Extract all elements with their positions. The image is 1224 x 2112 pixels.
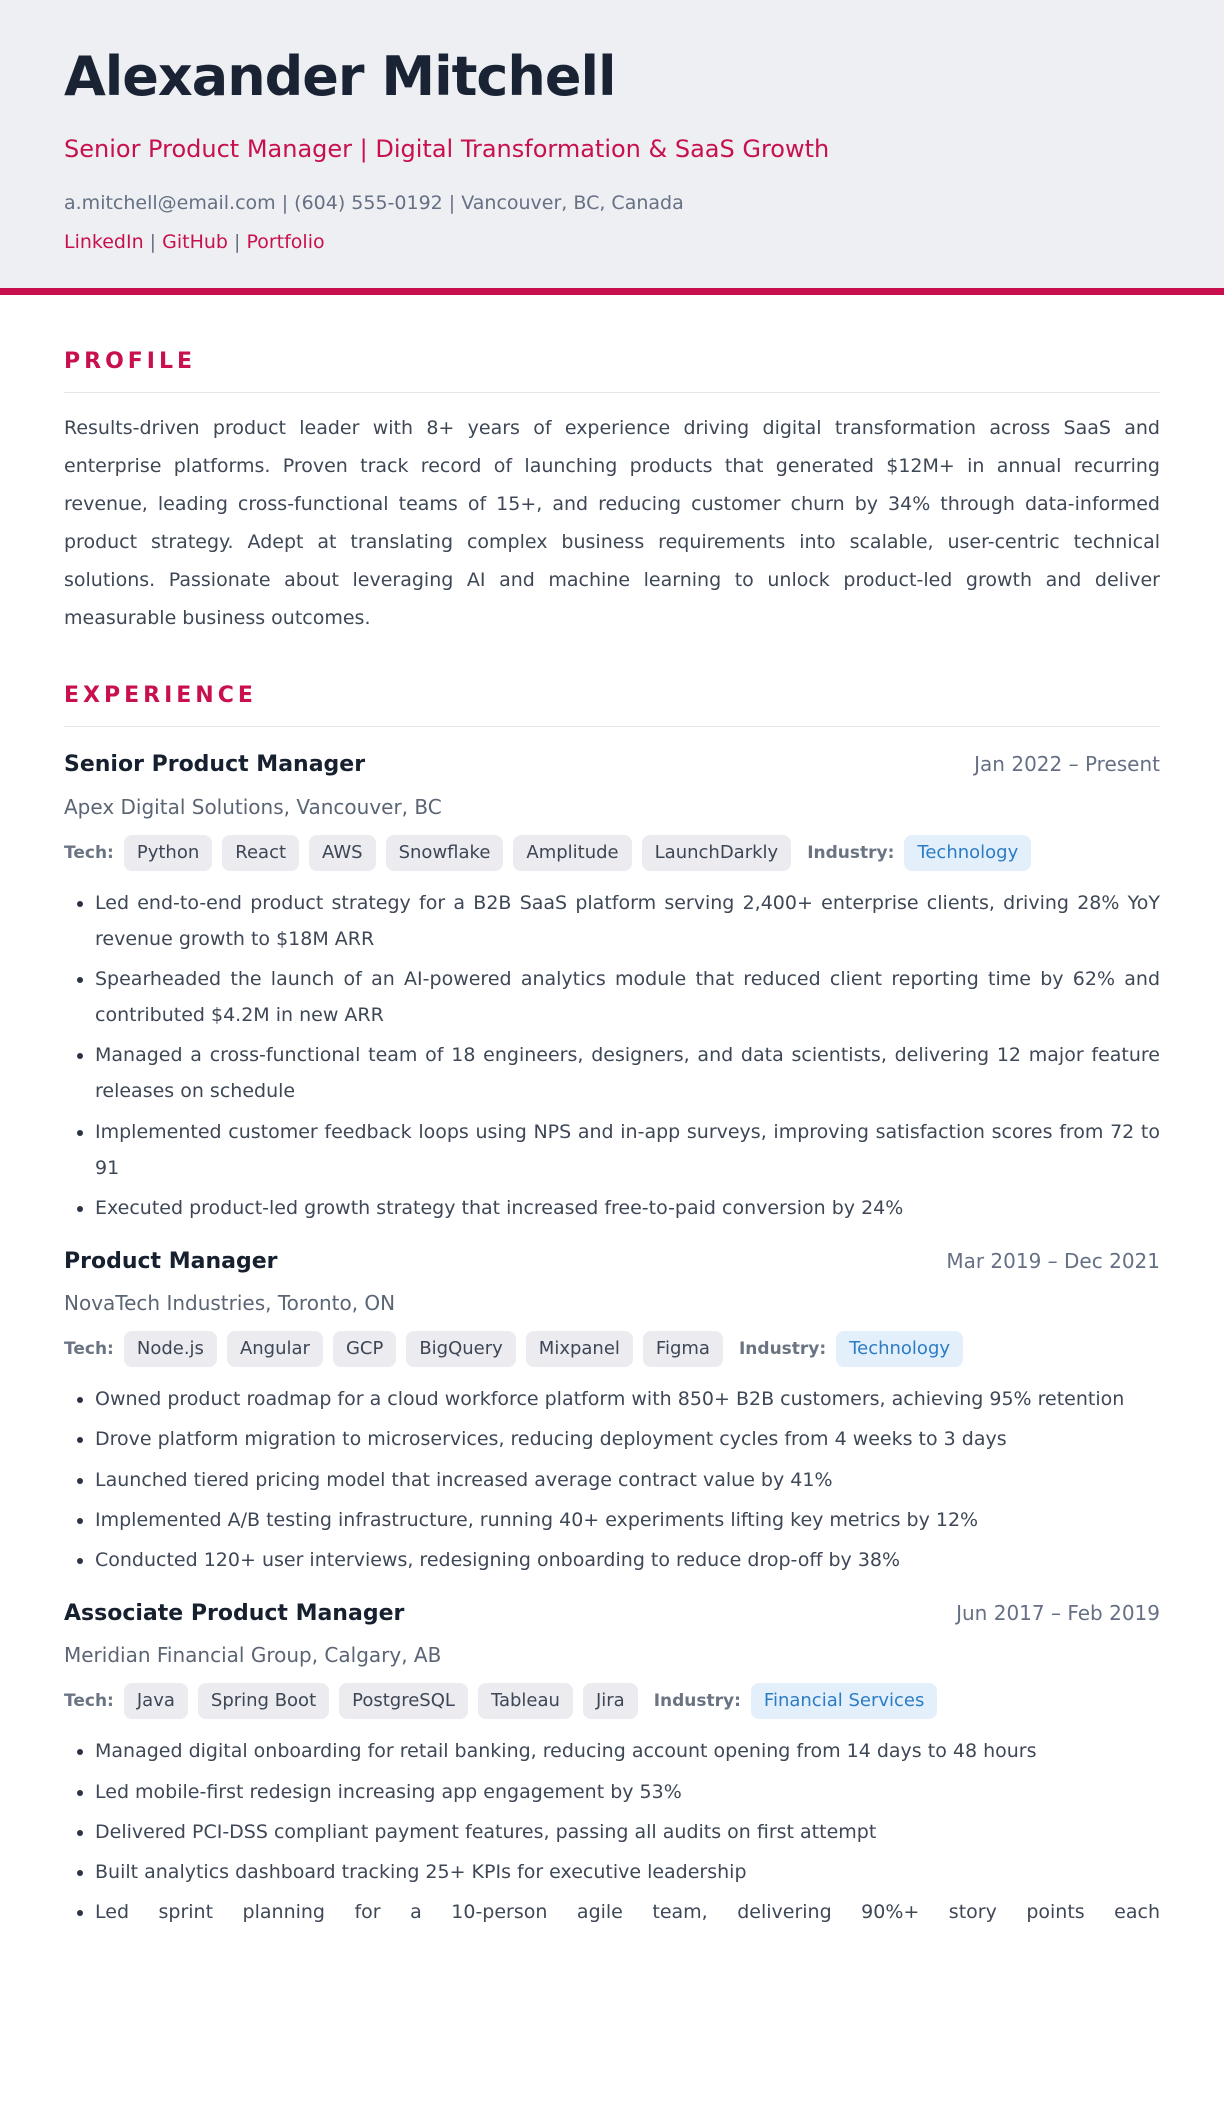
candidate-name: Alexander Mitchell bbox=[64, 45, 616, 108]
tech-tag: GCP bbox=[333, 1331, 396, 1367]
tech-tag: LaunchDarkly bbox=[642, 835, 792, 871]
tech-tag: Snowflake bbox=[386, 835, 504, 871]
bullet-item: • Managed digital onboarding for retail banking, reducing account opening from 14 days to 48 hours bbox=[95, 1733, 1160, 1769]
tech-tag: BigQuery bbox=[406, 1331, 515, 1367]
bullet-item: • Launched tiered pricing model that increased average contract value by 41% bbox=[95, 1462, 1160, 1498]
tech-tag: Tableau bbox=[478, 1683, 573, 1719]
section-divider bbox=[64, 726, 1160, 727]
bullet-item: • Owned product roadmap for a cloud workforce platform with 850+ B2B customers, achieving 95% retention bbox=[95, 1381, 1160, 1417]
tech-tag: Amplitude bbox=[513, 835, 631, 871]
industry-tag: Financial Services bbox=[751, 1683, 937, 1719]
job-company: Apex Digital Solutions, Vancouver, BC bbox=[64, 794, 442, 819]
job-entry bbox=[64, 751, 1160, 1225]
profile-summary-text: Results-driven product leader with 8+ years of experience driving digital transformation across SaaS and enterprise platforms. Proven track record of launching products that generated $12M+ in annual recurring revenue, leading cross-functional teams of 15+, and reducing customer churn by 34% through data-informed product strategy. Adept at translating complex business requirements into scalable, user-centric technical solutions. Passionate about leveraging AI and machine learning to unlock product-led growth and deliver measurable business outcomes. bbox=[64, 416, 1160, 629]
bullet-item: • Executed product-led growth strategy that increased free-to-paid conversion by 24% bbox=[95, 1190, 1160, 1226]
candidate-tagline: Senior Product Manager | Digital Transformation & SaaS Growth bbox=[64, 135, 830, 164]
experience-section-title: EXPERIENCE bbox=[64, 682, 257, 708]
job-dates: Jun 2017 – Feb 2019 bbox=[956, 1600, 1160, 1625]
tech-tag: Python bbox=[124, 835, 212, 871]
job-dates: Mar 2019 – Dec 2021 bbox=[946, 1248, 1160, 1273]
tech-tag: PostgreSQL bbox=[339, 1683, 468, 1719]
bullet-item: • Led mobile-first redesign increasing app engagement by 53% bbox=[95, 1774, 1160, 1810]
job-title: Product Manager bbox=[64, 1248, 278, 1274]
tech-tag: Mixpanel bbox=[526, 1331, 633, 1367]
industry-tag: Technology bbox=[904, 835, 1031, 871]
job-header-row bbox=[64, 1600, 1160, 1629]
job-company: Meridian Financial Group, Calgary, AB bbox=[64, 1643, 442, 1668]
tech-tag: AWS bbox=[309, 835, 376, 871]
job-title: Associate Product Manager bbox=[64, 1600, 405, 1626]
industry-label: Industry: bbox=[807, 842, 895, 863]
bullet-item: • Managed a cross-functional team of 18 engineers, designers, and data scientists, delivering 12 major feature releases on schedule bbox=[95, 1037, 1160, 1109]
job-meta-row bbox=[64, 1331, 1160, 1367]
job-bullet-list bbox=[64, 1381, 1160, 1577]
profile-section-title: PROFILE bbox=[64, 348, 197, 374]
link-separator: | bbox=[227, 230, 247, 253]
bullet-item: • Conducted 120+ user interviews, redesigning onboarding to reduce drop-off by 38% bbox=[95, 1542, 1160, 1578]
bullet-item: • Implemented A/B testing infrastructure, running 40+ experiments lifting key metrics by 12% bbox=[95, 1502, 1160, 1538]
job-bullet-list bbox=[64, 885, 1160, 1226]
tech-label: Tech: bbox=[64, 1339, 114, 1360]
profile-section bbox=[64, 349, 1160, 637]
job-header-row bbox=[64, 1248, 1160, 1277]
bullet-item: • Built analytics dashboard tracking 25+ KPIs for executive leadership bbox=[95, 1854, 1160, 1890]
link-portfolio[interactable]: Portfolio bbox=[246, 230, 325, 253]
job-meta-row bbox=[64, 1683, 1160, 1719]
resume-header bbox=[0, 0, 1224, 288]
links-line bbox=[64, 230, 1160, 256]
bullet-item: • Spearheaded the launch of an AI-powered analytics module that reduced client reporting time by 62% and contributed $4.2M in new ARR bbox=[95, 961, 1160, 1033]
job-header-row bbox=[64, 751, 1160, 780]
tech-tag: Angular bbox=[227, 1331, 323, 1367]
link-github[interactable]: GitHub bbox=[162, 230, 228, 253]
tech-tag: Java bbox=[124, 1683, 188, 1719]
bullet-item: • Implemented customer feedback loops using NPS and in-app surveys, improving satisfaction scores from 72 to 91 bbox=[95, 1114, 1160, 1186]
job-meta-row bbox=[64, 835, 1160, 871]
link-linkedin[interactable]: LinkedIn bbox=[64, 230, 144, 253]
job-dates: Jan 2022 – Present bbox=[974, 752, 1160, 777]
resume-body bbox=[0, 349, 1224, 1974]
job-list bbox=[64, 751, 1160, 1930]
bullet-item: • Led sprint planning for a 10-person agile team, delivering 90%+ story points each bbox=[95, 1894, 1160, 1930]
contact-line: a.mitchell@email.com | (604) 555-0192 | Vancouver, BC, Canada bbox=[64, 192, 684, 215]
job-company: NovaTech Industries, Toronto, ON bbox=[64, 1291, 396, 1316]
link-separator: | bbox=[143, 230, 163, 253]
job-entry bbox=[64, 1600, 1160, 1930]
bullet-item: • Delivered PCI-DSS compliant payment features, passing all audits on first attempt bbox=[95, 1814, 1160, 1850]
tech-tag: React bbox=[222, 835, 299, 871]
tech-tag: Figma bbox=[643, 1331, 723, 1367]
industry-tag: Technology bbox=[836, 1331, 963, 1367]
tech-label: Tech: bbox=[64, 1691, 114, 1712]
industry-label: Industry: bbox=[653, 1691, 741, 1712]
section-divider bbox=[64, 392, 1160, 393]
job-title: Senior Product Manager bbox=[64, 752, 366, 778]
bullet-item: • Drove platform migration to microservices, reducing deployment cycles from 4 weeks to 3 days bbox=[95, 1421, 1160, 1457]
tech-label: Tech: bbox=[64, 842, 114, 863]
accent-divider-bar bbox=[0, 288, 1224, 295]
job-bullet-list bbox=[64, 1733, 1160, 1929]
bullet-item: • Led end-to-end product strategy for a B2B SaaS platform serving 2,400+ enterprise clients, driving 28% YoY revenue growth to $18M ARR bbox=[95, 885, 1160, 957]
industry-label: Industry: bbox=[738, 1339, 827, 1360]
tech-tag: Node.js bbox=[124, 1331, 217, 1367]
tech-tag: Jira bbox=[583, 1683, 638, 1719]
experience-section bbox=[64, 683, 1160, 1930]
job-entry bbox=[64, 1248, 1160, 1578]
tech-tag: Spring Boot bbox=[198, 1683, 329, 1719]
